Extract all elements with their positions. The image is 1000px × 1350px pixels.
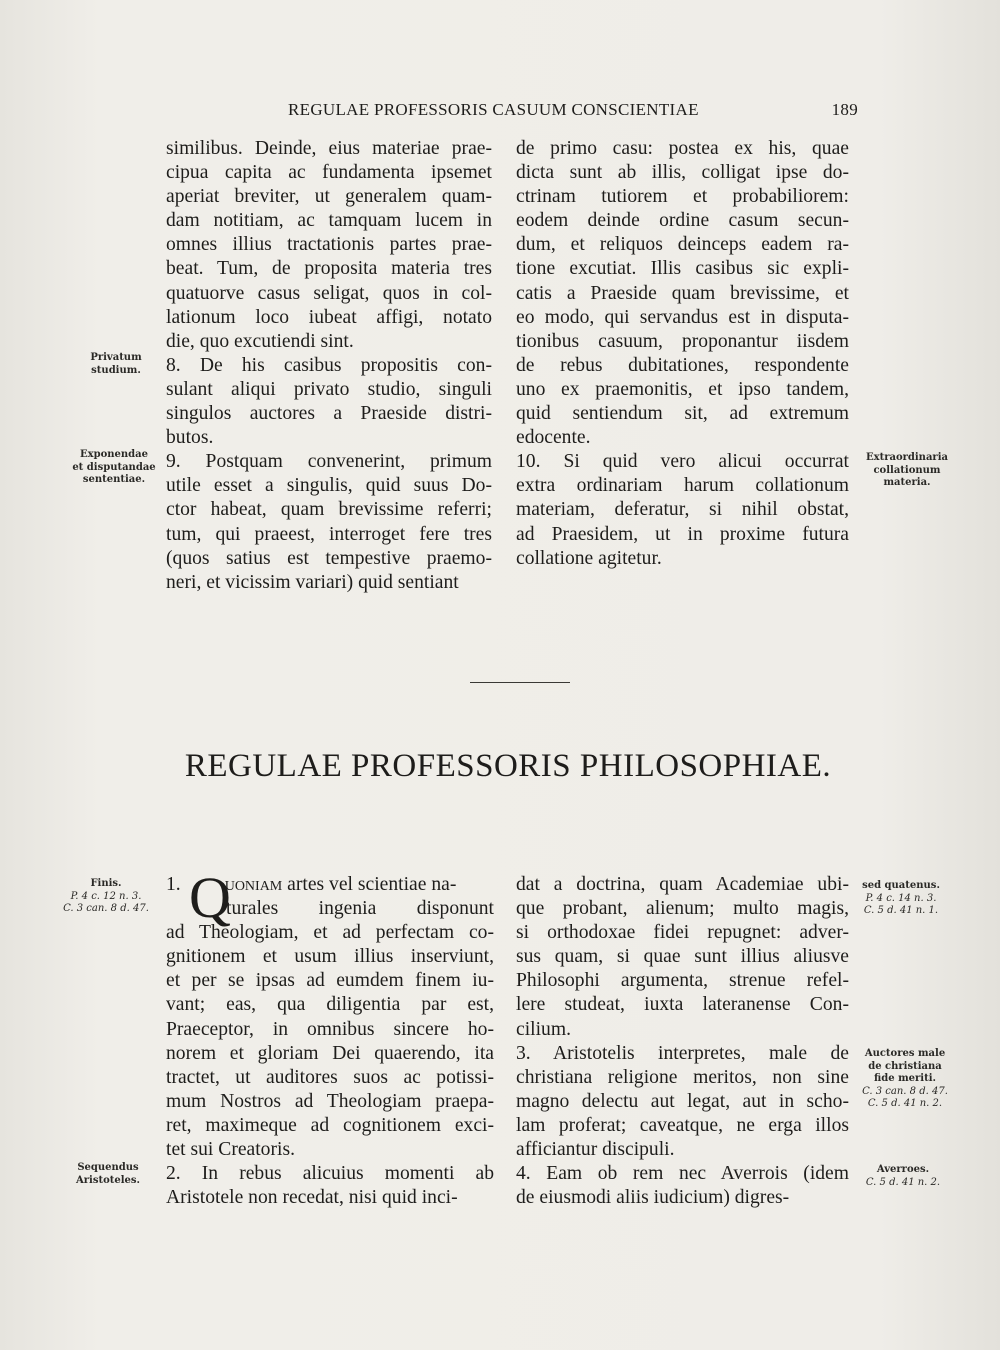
running-title: REGULAE PROFESSORIS CASUUM CONSCIENTIAE bbox=[288, 100, 699, 119]
text-line: tionibus casuum, proponantur iisdem bbox=[516, 330, 849, 352]
text-line: collatione agitetur. bbox=[516, 547, 662, 569]
text-line: dam notitiam, ac tamquam lucem in bbox=[166, 210, 492, 232]
text-line: 4. Eam ob rem nec Averrois (idem bbox=[516, 1163, 849, 1185]
text-line: ctor habeat, quam brevissime referri; bbox=[166, 499, 492, 521]
margin-note-ref: C. 5 d. 41 n. 2. bbox=[867, 1098, 943, 1109]
text-line: tum, qui praeest, interroget fere tres bbox=[166, 523, 492, 545]
margin-note-ref: P. 4 c. 14 n. 3. bbox=[865, 892, 937, 904]
margin-note-line: Sequendus bbox=[77, 1162, 139, 1173]
text-line: beat. Tum, de proposita materia tres bbox=[166, 258, 492, 280]
margin-note-title: fide meriti. bbox=[873, 1073, 937, 1084]
text-line: tractet, ut auditores suos ac potissi- bbox=[166, 1066, 494, 1088]
text-line: extra ordinariam harum collationum bbox=[516, 475, 849, 497]
text-line: de primo casu: postea ex his, quae bbox=[516, 138, 849, 159]
text-line: (quos satius est tempestive praemo- bbox=[166, 547, 492, 569]
margin-note-title: Finis. bbox=[90, 878, 122, 889]
bottom-left-column bbox=[166, 873, 494, 1210]
text-line: singulos auctores a Praeside distri- bbox=[166, 403, 492, 425]
text-line: Praeceptor, in omnibus sincere ho- bbox=[166, 1018, 494, 1040]
margin-note-line: Aristoteles. bbox=[76, 1174, 140, 1186]
text-line: edocente. bbox=[516, 427, 591, 449]
margin-note-finis bbox=[56, 878, 156, 916]
text-line: sus quam, si quae sunt illius aliusve bbox=[516, 946, 849, 968]
margin-note-line: sententiae. bbox=[82, 474, 146, 485]
margin-note-averroes bbox=[848, 1164, 958, 1189]
text-line: aperiat breviter, ut generalem quam- bbox=[166, 186, 492, 208]
text-line: utile esset a singulis, quid suus Do- bbox=[166, 475, 492, 497]
text-line: cilium. bbox=[516, 1018, 571, 1040]
text-line: afficiantur discipuli. bbox=[516, 1139, 675, 1161]
margin-note-line: materia. bbox=[883, 477, 931, 488]
text-line: catis a Praeside quam brevissime, et bbox=[516, 282, 849, 304]
text-line: lere studeat, iuxta lateranense Con- bbox=[516, 994, 849, 1016]
drop-cap: Q bbox=[189, 865, 231, 930]
text-line: 9. Postquam convenerint, primum bbox=[166, 451, 492, 473]
margin-note-title: Averroes. bbox=[876, 1164, 930, 1175]
text-line: quatuorve casus seligat, quos in col- bbox=[166, 282, 492, 304]
text-line: ctrinam tutiorem et probabiliorem: bbox=[516, 186, 849, 208]
margin-note-line: collationum bbox=[873, 464, 941, 476]
margin-note-title: sed quatenus. bbox=[862, 880, 940, 891]
text-line: uno ex praemonitis, et ipso tandem, bbox=[516, 378, 849, 400]
margin-note-ref: C. 3 can. 8 d. 47. bbox=[63, 903, 149, 914]
text-line: christiana religione meritos, non sine bbox=[516, 1066, 849, 1088]
text-line: similibus. Deinde, eius materiae prae- bbox=[166, 138, 492, 159]
text-line: 10. Si quid vero alicui occurrat bbox=[516, 451, 849, 473]
margin-note-ref: C. 5 d. 41 n. 1. bbox=[863, 905, 939, 916]
margin-note-line: studium. bbox=[91, 364, 141, 376]
text-line: Aristotele non recedat, nisi quid inci- bbox=[166, 1187, 458, 1209]
text-line: eo modo, qui servandus est in disputa- bbox=[516, 306, 849, 328]
margin-note-extraordinaria bbox=[852, 452, 962, 490]
text-fragment: turales ingenia disponunt bbox=[226, 898, 494, 920]
margin-note-line: Privatum bbox=[90, 352, 142, 363]
margin-note-ref: P. 4 c. 12 n. 3. bbox=[70, 890, 142, 902]
text-line: si orthodoxae fidei repugnet: adver- bbox=[516, 922, 849, 944]
text-line: neri, et vicissim variari) quid sentiant bbox=[166, 571, 459, 593]
paragraph-number: 1. bbox=[166, 874, 181, 895]
text-line: lam proferat; caveatque, ne erga illos bbox=[516, 1114, 849, 1136]
bottom-right-column bbox=[516, 873, 849, 1210]
text-line bbox=[166, 897, 494, 921]
text-line: tione excutiat. Illis casibus sic expli- bbox=[516, 258, 849, 280]
text-line: eodem deinde ordine casum secun- bbox=[516, 210, 849, 232]
text-line: norem et gloriam Dei quaerendo, ita bbox=[166, 1042, 494, 1064]
text-line: butos. bbox=[166, 427, 214, 449]
section-divider bbox=[470, 682, 570, 683]
text-line: cipua capita ac fundamenta ipsemet bbox=[166, 162, 492, 184]
text-line: dat a doctrina, quam Academiae ubi- bbox=[516, 874, 849, 895]
margin-note-sed-quatenus bbox=[846, 880, 956, 918]
margin-note-line: Exponendae bbox=[80, 449, 148, 460]
text-line: materiam, deferatur, si nihil obstat, bbox=[516, 499, 849, 521]
margin-note-title: de christiana bbox=[868, 1060, 942, 1072]
top-right-column bbox=[516, 137, 849, 571]
text-line: de rebus dubitationes, respondente bbox=[516, 354, 849, 376]
text-line: ret, maximeque ad cognitionem exci- bbox=[166, 1114, 494, 1136]
margin-note-privatum bbox=[66, 352, 166, 377]
page-number: 189 bbox=[831, 100, 858, 119]
margin-note-auctores bbox=[850, 1048, 960, 1111]
text-line: dicta sunt ab illis, colligat ipse do- bbox=[516, 162, 849, 184]
text-line: tet sui Creatoris. bbox=[166, 1139, 295, 1161]
margin-note-title: Auctores male bbox=[864, 1048, 946, 1059]
margin-note-ref: C. 3 can. 8 d. 47. bbox=[862, 1085, 948, 1097]
text-line: Philosophi argumenta, strenue refel- bbox=[516, 970, 849, 992]
text-line: 8. De his casibus propositis con- bbox=[166, 354, 492, 376]
margin-note-sequendus bbox=[58, 1162, 158, 1187]
text-line: et per se ipsas ad eumdem finem iu- bbox=[166, 970, 494, 992]
margin-note-ref: C. 5 d. 41 n. 2. bbox=[865, 1176, 941, 1188]
text-line: dum, et reliquos deinceps eadem ra- bbox=[516, 234, 849, 256]
text-fragment: artes vel scientiae na- bbox=[282, 874, 457, 895]
smallcaps-word: uoniam bbox=[224, 874, 283, 895]
text-line: quid sentiendum sit, ad extremum bbox=[516, 403, 849, 425]
text-line bbox=[166, 873, 494, 897]
text-line: 3. Aristotelis interpretes, male de bbox=[516, 1042, 849, 1064]
text-line: vant; eas, qua diligentia par est, bbox=[166, 994, 494, 1016]
text-line: lationum loco iubeat affigi, notato bbox=[166, 306, 492, 328]
text-line: mum Nostros ad Theologiam praepa- bbox=[166, 1090, 494, 1112]
text-line: sulant aliqui privato studio, singuli bbox=[166, 378, 492, 400]
text-line: de eiusmodi aliis iudicium) digres- bbox=[516, 1187, 790, 1209]
text-line: que probant, alienum; multo magis, bbox=[516, 898, 849, 920]
text-line: omnes illius tractationis partes prae- bbox=[166, 234, 492, 256]
text-line: gnitionem et usum illius inserviunt, bbox=[166, 946, 494, 968]
section-title: REGULAE PROFESSORIS PHILOSOPHIAE. bbox=[184, 748, 832, 784]
margin-note-line: Extraordinaria bbox=[866, 452, 948, 463]
text-line: 2. In rebus alicuius momenti ab bbox=[166, 1163, 494, 1185]
text-line: ad Theologiam, et ad perfectam co- bbox=[166, 922, 494, 944]
top-left-column bbox=[166, 137, 492, 595]
text-line: die, quo excutiendi sint. bbox=[166, 330, 354, 352]
text-line: ad Praesidem, ut in proxime futura bbox=[516, 523, 849, 545]
margin-note-exponendae bbox=[64, 449, 164, 487]
margin-note-line: et disputandae bbox=[72, 461, 156, 473]
text-line: magno delectu aut legat, aut in scho- bbox=[516, 1090, 849, 1112]
